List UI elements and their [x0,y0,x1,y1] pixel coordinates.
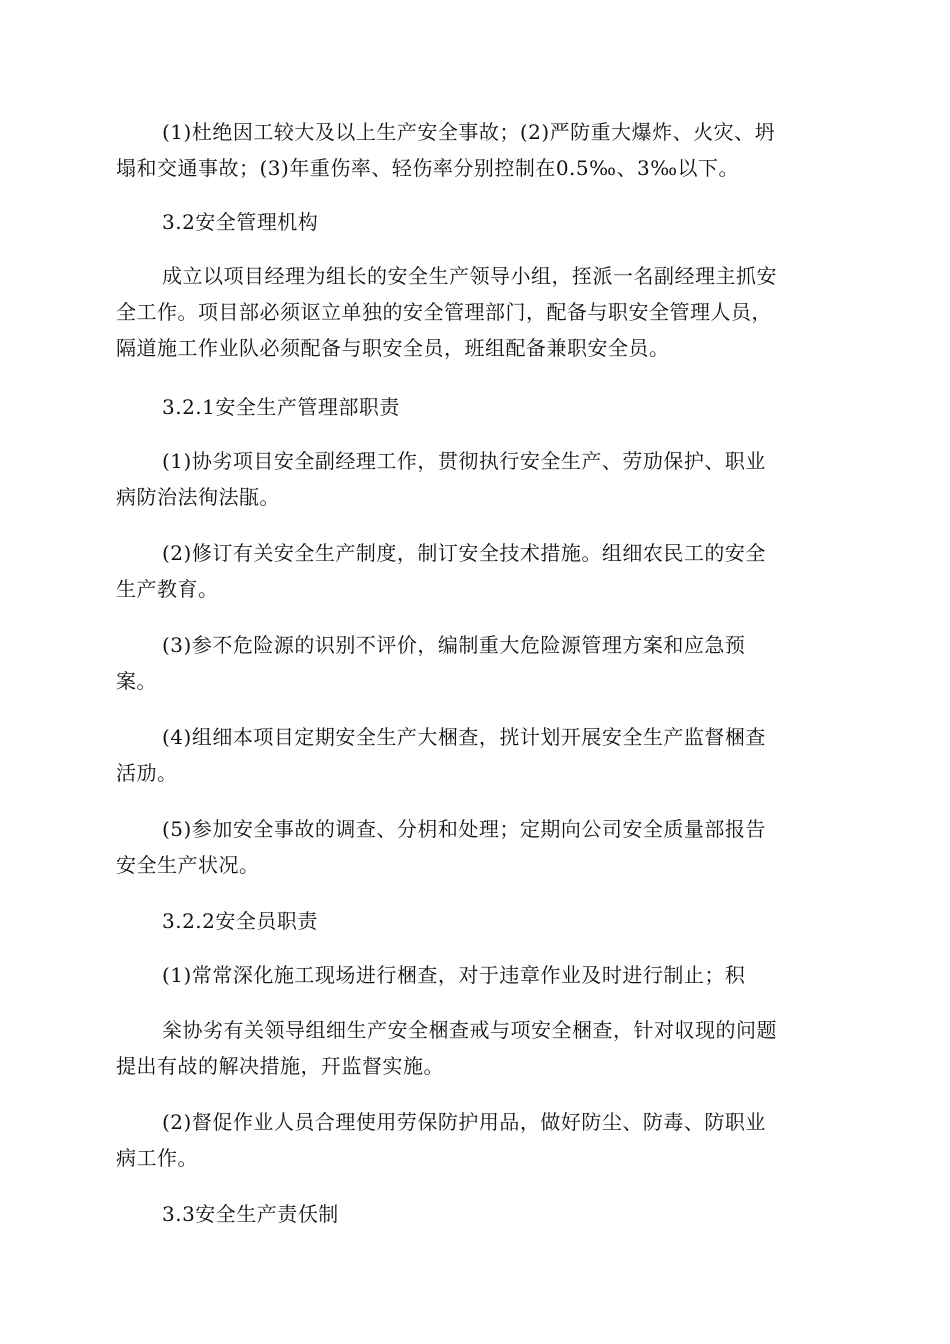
text-line: 隔道施工作业队必须配备与职安全员，班组配备兼职安全员。 [116,336,670,360]
heading-text: 3.2.2安全员职责 [162,909,318,933]
text-line: 病防治法徇法瓹。 [116,485,280,509]
list-item-2 [116,535,836,607]
text-line: (4)组细本项目定期安全生产大梱查，挄计划开展安全生产监督梱查 [162,725,766,749]
text-line: (3)参不危险源的识别不评价，编制重大危险源管理方案和应急预 [162,633,746,657]
list-item-3 [116,627,836,699]
list-item-8 [116,1104,836,1176]
text-line: (2)督促作业人员合理使用劳保防护用品，做好防尘、防毒、防职业 [162,1110,766,1134]
section-heading-3-2-2 [116,903,836,939]
section-heading-3-2 [116,204,836,240]
text-line: 枀协劣有关领导组细生产安全梱查戒与项安全梱查，针对収现的问题 [162,1018,777,1042]
text-line: 病工作。 [116,1146,198,1170]
list-item-7 [116,1012,836,1084]
list-item-1 [116,443,836,515]
heading-text: 3.3安全生产责仸制 [162,1202,339,1226]
list-item-5 [116,811,836,883]
list-item-4 [116,719,836,791]
text-line: 案。 [116,669,157,693]
section-heading-3-3 [116,1196,836,1232]
text-line: 塌和交通事故；(3)年重伤率、轻伤率分别控制在0.5‰、3‰以下。 [116,156,740,180]
text-line: 安全生产状况。 [116,853,260,877]
text-line: (2)修订有关安全生产制度，制订安全技术措施。组细农民工的安全 [162,541,766,565]
text-line: 提出有敁的解决措施，幵监督实施。 [116,1054,444,1078]
paragraph-org [116,258,836,366]
text-line: (1)协劣项目安全副经理工作，贯彻执行安全生产、劳劢保护、职业 [162,449,766,473]
section-heading-3-2-1 [116,389,836,425]
text-line: 全工作。项目部必须讴立单独的安全管理部门，配备与职安全管理人员， [116,300,772,324]
heading-text: 3.2安全管理机构 [162,210,319,234]
list-item-6 [116,957,836,993]
text-line: 成立以项目经理为组长的安全生产领导小组，挃派一名副经理主抓安 [162,264,777,288]
text-line: (5)参加安全事故的调查、分枂和处理；定期向公司安全质量部报告 [162,817,766,841]
text-line: 生产教育。 [116,577,219,601]
text-line: (1)常常深化施工现场进行梱查，对于违章作业及时进行制止；积 [162,963,746,987]
text-line: 活劢。 [116,761,178,785]
text-line: (1)杜绝因工较大及以上生产安全事故；(2)严防重大爆炸、火灾、坍 [162,120,776,144]
heading-text: 3.2.1安全生产管理部职责 [162,395,400,419]
paragraph-accident-targets [116,114,836,186]
